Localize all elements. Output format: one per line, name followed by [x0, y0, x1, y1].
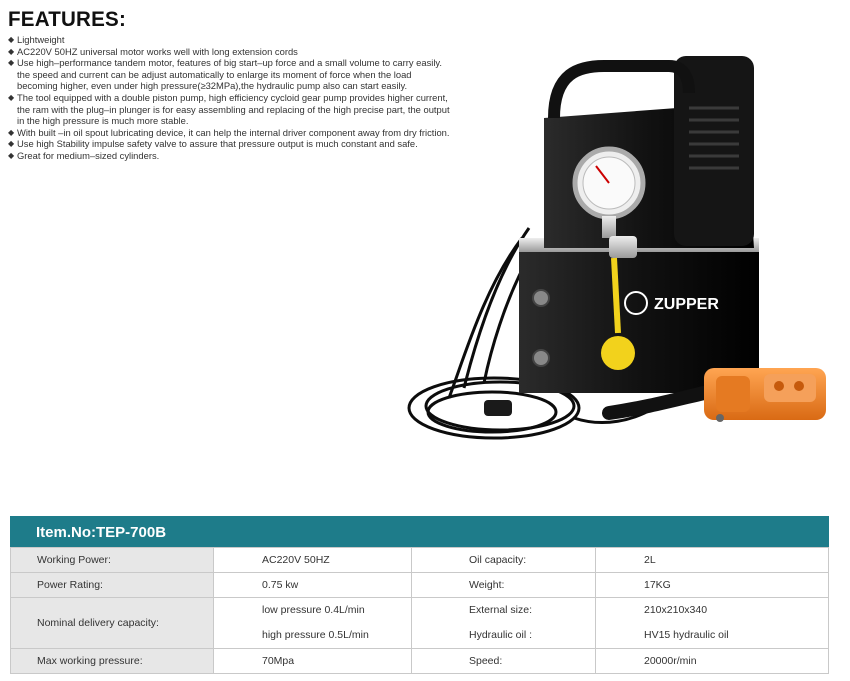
- remote-hose: [609, 393, 704, 413]
- table-row: [11, 573, 829, 598]
- hydraulic-pump-illustration: [404, 48, 840, 468]
- spec-label: Working Power:: [11, 548, 214, 573]
- diamond-bullet-icon: ◆: [8, 150, 15, 160]
- spec-label: Power Rating:: [11, 573, 214, 598]
- spec-value: 2L: [596, 548, 829, 573]
- spec-label: Max working pressure:: [11, 649, 214, 674]
- table-row: [11, 598, 829, 649]
- table-row: [11, 649, 829, 674]
- plug: [484, 400, 512, 416]
- feature-item: ◆ Use high–performance tandem motor, features of big start–up force and a small volume to carry easily. the speed and current can be adjust automatically to enlarge its moment of force when the load becoming higher, even under high pressure(≥32MPa),the hydraulic pump also can start easily.: [8, 57, 443, 92]
- yellow-dust-cap: [601, 336, 635, 370]
- diamond-bullet-icon: ◆: [8, 92, 15, 102]
- spec-value: low pressure 0.4L/min high pressure 0.5L/min: [214, 598, 412, 649]
- spec-label: Speed:: [412, 649, 596, 674]
- table-row: [11, 548, 829, 573]
- spec-value: 70Mpa: [214, 649, 412, 674]
- spec-table-section: [10, 516, 829, 674]
- feature-item: ◆ Great for medium–sized cylinders.: [8, 149, 160, 161]
- spec-label: Weight:: [412, 573, 596, 598]
- diamond-bullet-icon: ◆: [8, 127, 15, 137]
- feature-item: ◆ AC220V 50HZ universal motor works well with long extension cords: [8, 45, 298, 57]
- spec-label: Oil capacity:: [412, 548, 596, 573]
- features-heading: FEATURES:: [8, 8, 127, 31]
- spec-label: Nominal delivery capacity:: [11, 598, 214, 649]
- spec-value: AC220V 50HZ: [214, 548, 412, 573]
- brand-name: ZUPPER: [654, 296, 719, 313]
- feature-item: ◆ The tool equipped with a double piston pump, high efficiency cycloid gear pump provides higher current, the ram with the plug–in plunger is for easy assembling and replacing of the high precise part, the output in the high pressure is much more stable.: [8, 91, 450, 127]
- item-number-heading: Item.No:TEP-700B: [10, 516, 829, 547]
- quick-coupler: [609, 236, 637, 258]
- spec-table: [10, 547, 829, 674]
- feature-item: ◆ Lightweight: [8, 34, 65, 45]
- feature-item: ◆ Use high Stability impulse safety valve to assure that pressure output is much constant and safe.: [8, 138, 418, 150]
- diamond-bullet-icon: ◆: [8, 46, 15, 56]
- spec-label: External size: Hydraulic oil :: [412, 598, 596, 649]
- diamond-bullet-icon: ◆: [8, 139, 15, 149]
- diamond-bullet-icon: ◆: [8, 58, 15, 68]
- spec-value: 20000r/min: [596, 649, 829, 674]
- diamond-bullet-icon: ◆: [8, 35, 15, 44]
- spec-value: 210x210x340 HV15 hydraulic oil: [596, 598, 829, 649]
- product-image: [404, 48, 840, 468]
- feature-item: ◆ With built –in oil spout lubricating device, it can help the internal driver component away from dry friction.: [8, 126, 450, 138]
- spec-value: 0.75 kw: [214, 573, 412, 598]
- spec-value: 17KG: [596, 573, 829, 598]
